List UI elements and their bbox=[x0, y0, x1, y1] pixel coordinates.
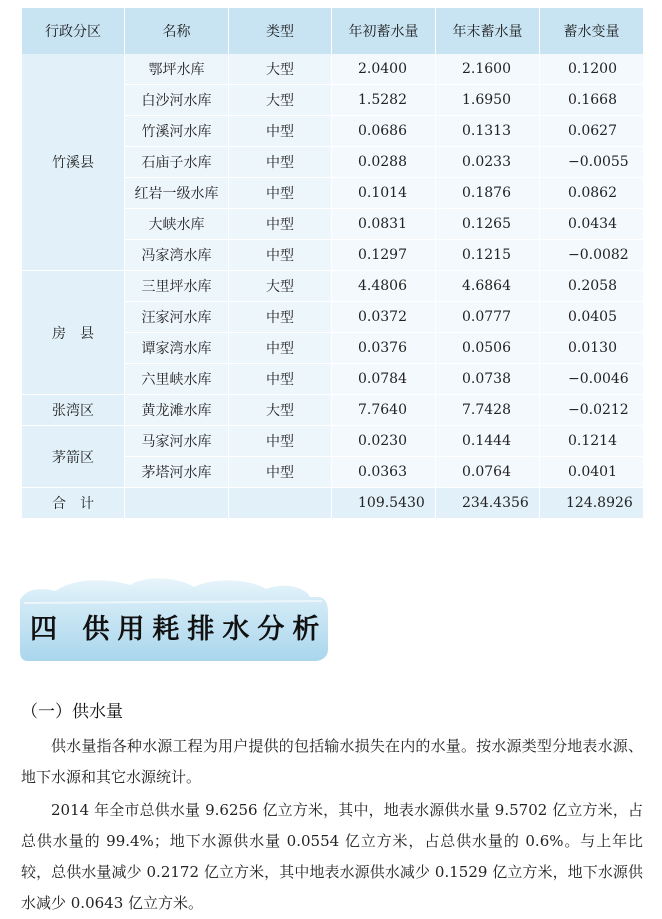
reservoir-type-cell: 大型 bbox=[229, 54, 332, 85]
table-row bbox=[22, 426, 644, 457]
total-end-cell: 234.4356 bbox=[436, 488, 540, 519]
storage-change-cell: −0.0046 bbox=[540, 364, 644, 395]
start-storage-cell: 0.0784 bbox=[332, 364, 436, 395]
total-empty-cell bbox=[125, 488, 229, 519]
reservoir-type-cell: 中型 bbox=[229, 240, 332, 271]
end-storage-cell: 0.1265 bbox=[436, 209, 540, 240]
storage-change-cell: 0.1668 bbox=[540, 85, 644, 116]
reservoir-name-cell: 六里峡水库 bbox=[125, 364, 229, 395]
total-change-cell: 124.8926 bbox=[540, 488, 644, 519]
district-cell: 房 县 bbox=[22, 271, 125, 395]
storage-change-cell: 0.0862 bbox=[540, 178, 644, 209]
start-storage-cell: 0.0376 bbox=[332, 333, 436, 364]
storage-change-cell: 0.0130 bbox=[540, 333, 644, 364]
reservoir-name-cell: 茅塔河水库 bbox=[125, 457, 229, 488]
end-storage-cell: 0.1313 bbox=[436, 116, 540, 147]
start-storage-cell: 7.7640 bbox=[332, 395, 436, 426]
total-empty-cell bbox=[229, 488, 332, 519]
header-type: 类型 bbox=[229, 8, 332, 54]
reservoir-type-cell: 中型 bbox=[229, 147, 332, 178]
end-storage-cell: 0.0738 bbox=[436, 364, 540, 395]
storage-change-cell: 0.0405 bbox=[540, 302, 644, 333]
table-row bbox=[22, 395, 644, 426]
section-title: 四 供用耗排水分析 bbox=[30, 614, 328, 645]
reservoir-type-cell: 中型 bbox=[229, 302, 332, 333]
start-storage-cell: 4.4806 bbox=[332, 271, 436, 302]
reservoir-name-cell: 冯家湾水库 bbox=[125, 240, 229, 271]
storage-change-cell: 0.0401 bbox=[540, 457, 644, 488]
reservoir-type-cell: 中型 bbox=[229, 364, 332, 395]
subsection-title: （一）供水量 bbox=[21, 702, 123, 722]
end-storage-cell: 0.1215 bbox=[436, 240, 540, 271]
end-storage-cell: 0.0777 bbox=[436, 302, 540, 333]
start-storage-cell: 1.5282 bbox=[332, 85, 436, 116]
table-header-row bbox=[22, 8, 644, 54]
section-banner bbox=[18, 571, 330, 661]
total-row bbox=[22, 488, 644, 519]
start-storage-cell: 0.0363 bbox=[332, 457, 436, 488]
total-label-cell: 合 计 bbox=[22, 488, 125, 519]
reservoir-name-cell: 竹溪河水库 bbox=[125, 116, 229, 147]
storage-change-cell: 0.2058 bbox=[540, 271, 644, 302]
start-storage-cell: 0.0372 bbox=[332, 302, 436, 333]
reservoir-name-cell: 马家河水库 bbox=[125, 426, 229, 457]
table-row bbox=[22, 54, 644, 85]
end-storage-cell: 0.0506 bbox=[436, 333, 540, 364]
end-storage-cell: 7.7428 bbox=[436, 395, 540, 426]
storage-change-cell: −0.0055 bbox=[540, 147, 644, 178]
end-storage-cell: 4.6864 bbox=[436, 271, 540, 302]
storage-change-cell: 0.1200 bbox=[540, 54, 644, 85]
start-storage-cell: 0.1014 bbox=[332, 178, 436, 209]
start-storage-cell: 0.0686 bbox=[332, 116, 436, 147]
reservoir-name-cell: 红岩一级水库 bbox=[125, 178, 229, 209]
header-start-storage: 年初蓄水量 bbox=[332, 8, 436, 54]
reservoir-name-cell: 白沙河水库 bbox=[125, 85, 229, 116]
reservoir-storage-table bbox=[21, 8, 644, 519]
reservoir-type-cell: 中型 bbox=[229, 457, 332, 488]
header-storage-change: 蓄水变量 bbox=[540, 8, 644, 54]
reservoir-type-cell: 大型 bbox=[229, 271, 332, 302]
district-cell: 竹溪县 bbox=[22, 54, 125, 271]
reservoir-type-cell: 中型 bbox=[229, 426, 332, 457]
storage-change-cell: 0.1214 bbox=[540, 426, 644, 457]
table-body bbox=[22, 54, 644, 519]
start-storage-cell: 0.0831 bbox=[332, 209, 436, 240]
end-storage-cell: 1.6950 bbox=[436, 85, 540, 116]
reservoir-name-cell: 谭家湾水库 bbox=[125, 333, 229, 364]
total-start-cell: 109.5430 bbox=[332, 488, 436, 519]
reservoir-type-cell: 中型 bbox=[229, 116, 332, 147]
reservoir-name-cell: 三里坪水库 bbox=[125, 271, 229, 302]
paragraph-2: 2014 年全市总供水量 9.6256 亿立方米，其中，地表水源供水量 9.5702 亿立方米，占总供水量的 99.4%；地下水源供水量 0.0554 亿立方米，占总供水量的 0.6%。与上年比较，总供水量减少 0.2172 亿立方米，其中地表水源供水减少 0.1529 亿立方米，地下水源供水减少 0.0643 亿立方米。 bbox=[21, 801, 643, 912]
end-storage-cell: 0.1444 bbox=[436, 426, 540, 457]
storage-change-cell: 0.0627 bbox=[540, 116, 644, 147]
header-end-storage: 年末蓄水量 bbox=[436, 8, 540, 54]
reservoir-type-cell: 中型 bbox=[229, 209, 332, 240]
table-row bbox=[22, 271, 644, 302]
start-storage-cell: 2.0400 bbox=[332, 54, 436, 85]
reservoir-name-cell: 黄龙滩水库 bbox=[125, 395, 229, 426]
district-cell: 张湾区 bbox=[22, 395, 125, 426]
reservoir-name-cell: 石庙子水库 bbox=[125, 147, 229, 178]
header-district: 行政分区 bbox=[22, 8, 125, 54]
start-storage-cell: 0.0230 bbox=[332, 426, 436, 457]
storage-change-cell: 0.0434 bbox=[540, 209, 644, 240]
reservoir-type-cell: 中型 bbox=[229, 333, 332, 364]
district-cell: 茅箭区 bbox=[22, 426, 125, 488]
reservoir-name-cell: 大峡水库 bbox=[125, 209, 229, 240]
storage-change-cell: −0.0082 bbox=[540, 240, 644, 271]
paragraph-1: 供水量指各种水源工程为用户提供的包括输水损失在内的水量。按水源类型分地表水源、地下水源和其它水源统计。 bbox=[21, 737, 643, 786]
end-storage-cell: 2.1600 bbox=[436, 54, 540, 85]
reservoir-type-cell: 大型 bbox=[229, 395, 332, 426]
reservoir-name-cell: 鄂坪水库 bbox=[125, 54, 229, 85]
reservoir-type-cell: 大型 bbox=[229, 85, 332, 116]
end-storage-cell: 0.0233 bbox=[436, 147, 540, 178]
header-name: 名称 bbox=[125, 8, 229, 54]
reservoir-name-cell: 汪家河水库 bbox=[125, 302, 229, 333]
start-storage-cell: 0.0288 bbox=[332, 147, 436, 178]
start-storage-cell: 0.1297 bbox=[332, 240, 436, 271]
end-storage-cell: 0.0764 bbox=[436, 457, 540, 488]
end-storage-cell: 0.1876 bbox=[436, 178, 540, 209]
reservoir-type-cell: 中型 bbox=[229, 178, 332, 209]
storage-change-cell: −0.0212 bbox=[540, 395, 644, 426]
